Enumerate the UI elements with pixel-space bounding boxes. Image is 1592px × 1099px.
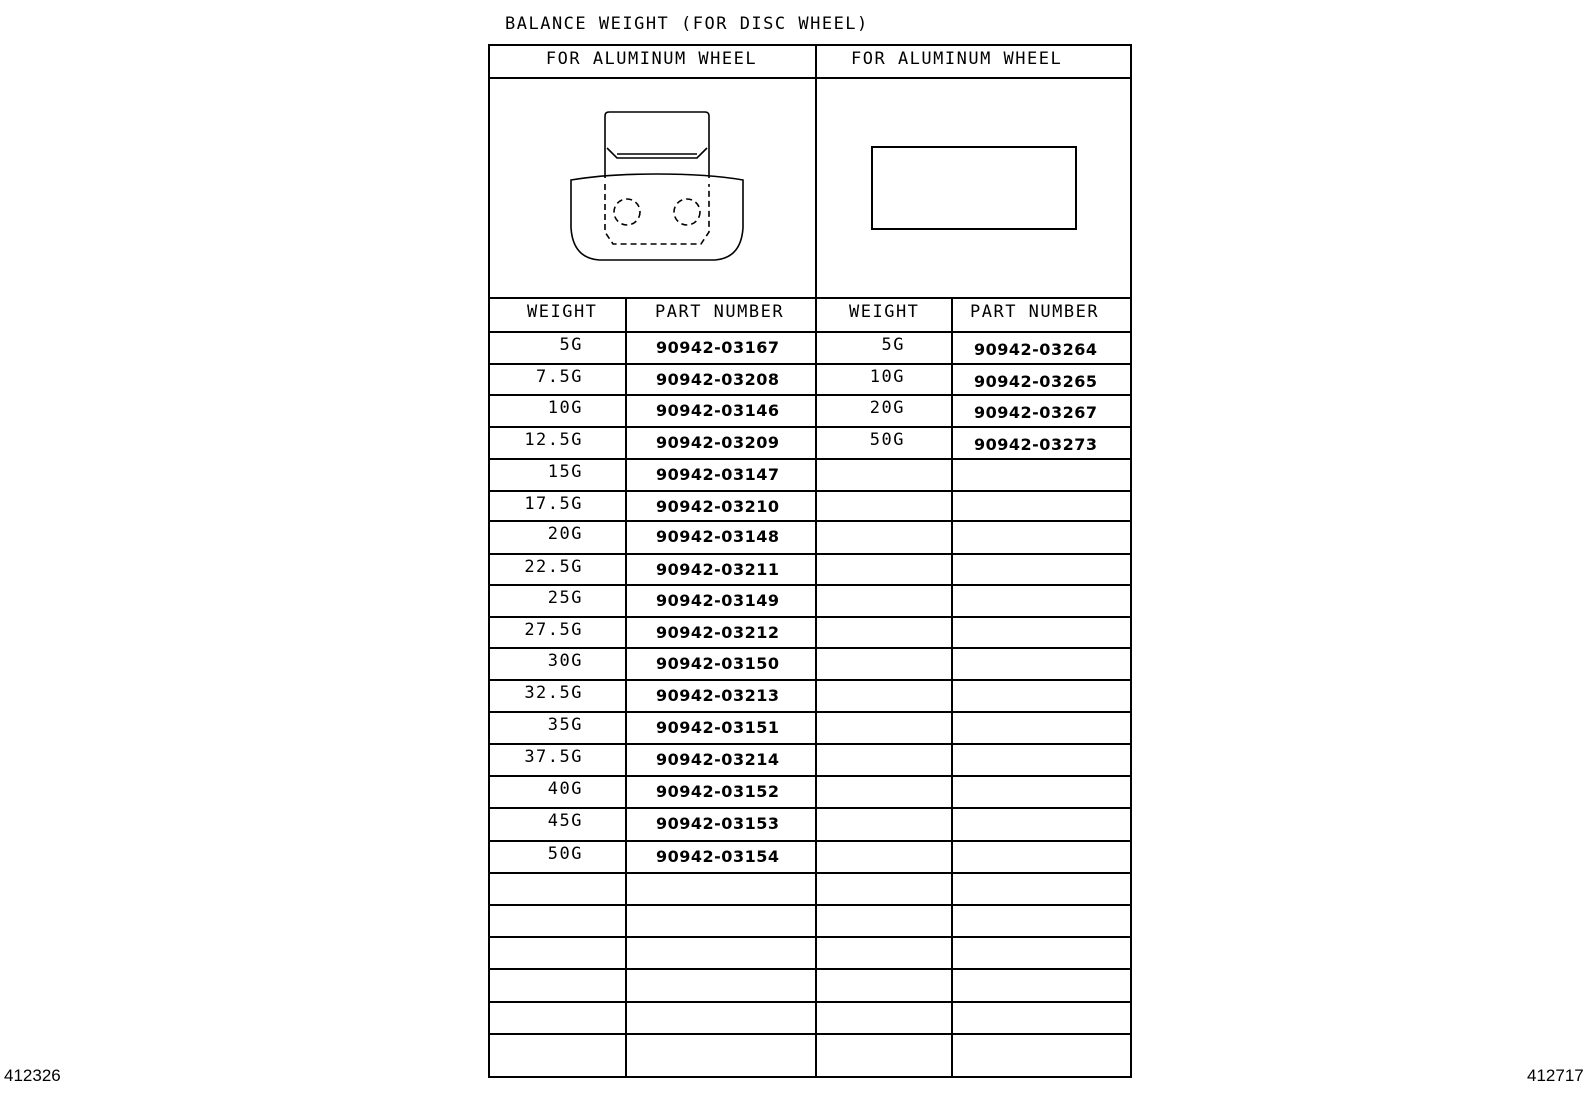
weight-column-header: WEIGHT xyxy=(849,302,920,322)
right-section-header: FOR ALUMINUM WHEEL xyxy=(851,49,1063,69)
weight-cell: 25G xyxy=(547,588,583,608)
part-number-cell: 90942-03154 xyxy=(656,847,780,866)
part-number-cell: 90942-03265 xyxy=(974,372,1098,391)
part-number-cell: 90942-03153 xyxy=(656,814,780,833)
row-divider xyxy=(488,297,1132,299)
weight-cell: 45G xyxy=(547,811,583,831)
weight-column-header: WEIGHT xyxy=(527,302,598,322)
row-divider xyxy=(488,743,1132,745)
part-number-cell: 90942-03149 xyxy=(656,591,780,610)
part-number-cell: 90942-03210 xyxy=(656,497,780,516)
row-divider xyxy=(488,679,1132,681)
part-number-cell: 90942-03148 xyxy=(656,527,780,546)
part-number-cell: 90942-03167 xyxy=(656,338,780,357)
weight-cell: 12.5G xyxy=(524,430,583,450)
weight-cell: 20G xyxy=(547,524,583,544)
part-number-cell: 90942-03212 xyxy=(656,623,780,642)
weight-cell: 10G xyxy=(869,367,905,387)
row-divider xyxy=(488,840,1132,842)
row-divider xyxy=(488,1033,1132,1035)
adhesive-weight-icon xyxy=(870,145,1080,233)
row-divider xyxy=(488,872,1132,874)
weight-cell: 32.5G xyxy=(524,683,583,703)
row-divider xyxy=(488,584,1132,586)
weight-cell: 37.5G xyxy=(524,747,583,767)
left-reference-number: 412326 xyxy=(4,1066,61,1085)
row-divider xyxy=(488,458,1132,460)
part-number-cell: 90942-03273 xyxy=(974,435,1098,454)
weight-cell: 50G xyxy=(869,430,905,450)
right-reference-number: 412717 xyxy=(1527,1066,1584,1085)
weight-cell: 15G xyxy=(547,462,583,482)
part-number-cell: 90942-03147 xyxy=(656,465,780,484)
weight-cell: 5G xyxy=(881,335,905,355)
row-divider xyxy=(488,936,1132,938)
part-number-cell: 90942-03150 xyxy=(656,654,780,673)
weight-cell: 22.5G xyxy=(524,557,583,577)
table-divider xyxy=(815,44,817,1078)
part-number-cell: 90942-03152 xyxy=(656,782,780,801)
part-number-cell: 90942-03209 xyxy=(656,433,780,452)
row-divider xyxy=(488,426,1132,428)
part-number-column-header: PART NUMBER xyxy=(655,302,785,322)
row-divider xyxy=(488,553,1132,555)
part-number-cell: 90942-03146 xyxy=(656,401,780,420)
row-divider xyxy=(488,77,1132,79)
clip-on-weight-icon xyxy=(565,110,755,265)
weight-cell: 35G xyxy=(547,715,583,735)
row-divider xyxy=(488,520,1132,522)
row-divider xyxy=(488,363,1132,365)
part-number-cell: 90942-03213 xyxy=(656,686,780,705)
weight-cell: 10G xyxy=(547,398,583,418)
row-divider xyxy=(488,647,1132,649)
weight-cell: 7.5G xyxy=(536,367,583,387)
row-divider xyxy=(488,490,1132,492)
row-divider xyxy=(488,904,1132,906)
column-divider xyxy=(625,297,627,1078)
row-divider xyxy=(488,1001,1132,1003)
part-number-cell: 90942-03211 xyxy=(656,560,780,579)
row-divider xyxy=(488,775,1132,777)
left-section-header: FOR ALUMINUM WHEEL xyxy=(545,49,758,69)
part-number-cell: 90942-03214 xyxy=(656,750,780,769)
row-divider xyxy=(488,807,1132,809)
part-number-cell: 90942-03208 xyxy=(656,370,780,389)
weight-cell: 27.5G xyxy=(524,620,583,640)
part-number-cell: 90942-03264 xyxy=(974,340,1098,359)
weight-cell: 30G xyxy=(547,651,583,671)
row-divider xyxy=(488,394,1132,396)
column-divider xyxy=(951,297,953,1078)
row-divider xyxy=(488,968,1132,970)
row-divider xyxy=(488,616,1132,618)
weight-cell: 5G xyxy=(559,335,583,355)
row-divider xyxy=(488,711,1132,713)
weight-cell: 20G xyxy=(869,398,905,418)
weight-cell: 40G xyxy=(547,779,583,799)
weight-cell: 50G xyxy=(547,844,583,864)
row-divider xyxy=(488,331,1132,333)
weight-cell: 17.5G xyxy=(524,494,583,514)
page-title: BALANCE WEIGHT (FOR DISC WHEEL) xyxy=(505,14,869,34)
part-number-cell: 90942-03267 xyxy=(974,403,1098,422)
part-number-cell: 90942-03151 xyxy=(656,718,780,737)
part-number-column-header: PART NUMBER xyxy=(970,302,1100,322)
